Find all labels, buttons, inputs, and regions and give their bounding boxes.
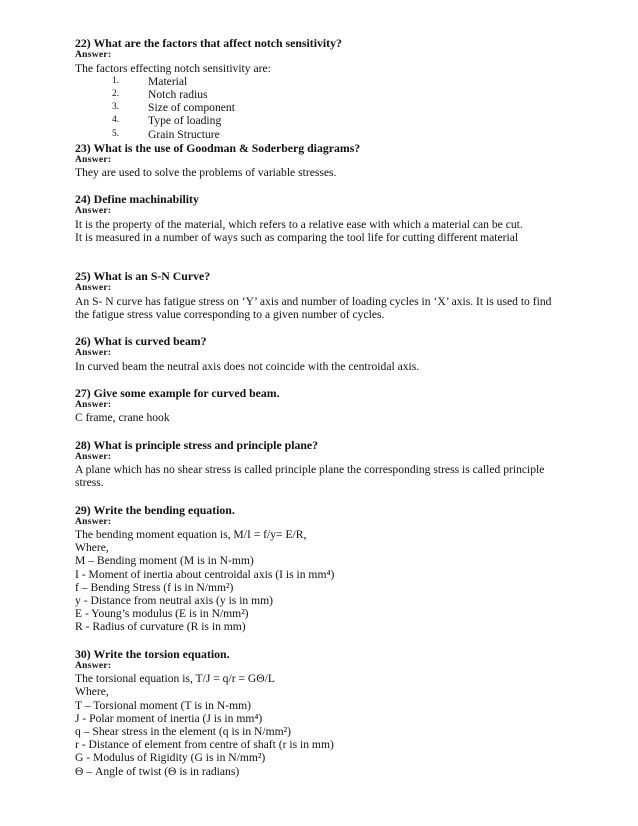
answer-label: Answer: [75,516,112,527]
answer-line: J - Polar moment of inertia (J is in mm⁴) [75,711,263,725]
question-22: 22) What are the factors that affect notch sensitivity? [75,36,342,50]
answer-label: Answer: [75,283,112,294]
answer-line: y - Distance from neutral axis (y is in mm) [75,594,274,608]
answer-text: They are used to solve the problems of variable stresses. [75,166,337,180]
answer-text: In curved beam the neutral axis does not coincide with the centroidal axis. [75,359,420,373]
list-number: 4. [112,115,120,126]
answer-line: The bending moment equation is, M/I = f/y= E/R, [75,528,307,542]
list-text: Type of loading [148,114,222,128]
answer-line: Θ – Angle of twist (Θ is in radians) [75,764,240,778]
answer-label: Answer: [75,451,112,462]
list-item [75,101,575,114]
answer-label: Answer: [75,154,112,165]
question-30: 30) Write the torsion equation. [75,646,230,661]
list-number: 1. [112,75,120,86]
answer-label: Answer: [75,660,112,671]
answer-line: T – Torsional moment (T is in N-mm) [75,698,251,712]
answer-text: C frame, crane hook [75,411,170,425]
factor-list [75,75,575,141]
question-25: 25) What is an S-N Curve? [75,269,211,284]
answer-intro: The factors effecting notch sensitivity are: [75,61,271,75]
answer-line: The torsional equation is, T/J = q/r = GΘ/L [75,672,275,686]
document-page [75,36,575,778]
answer-line: f – Bending Stress (f is in N/mm²) [75,580,234,594]
answer-line: E - Young’s modulus (E is in N/mm²) [75,607,249,621]
question-26: 26) What is curved beam? [75,334,207,349]
list-item [75,114,575,127]
answer-text: It is measured in a number of ways such as comparing the tool life for cutting different material [75,231,519,245]
list-item [75,75,575,88]
question-29: 29) Write the bending equation. [75,502,235,517]
answer-line: M – Bending moment (M is in N-mm) [75,554,254,568]
answer-line: G - Modulus of Rigidity (G is in N/mm²) [75,751,266,765]
answer-text: An S- N curve has fatigue stress on ‘Y’ axis and number of loading cycles in ‘X’ axis. It is used to find the fatigue stress value corresponding to a given number of cycles. [75,294,552,322]
answer-line: I - Moment of inertia about centroidal axis (I is in mm⁴) [75,567,335,581]
list-number: 3. [112,102,120,113]
answer-line: Where, [75,541,109,555]
list-number: 2. [112,88,120,99]
answer-line: q – Shear stress in the element (q is in N/mm²) [75,724,291,738]
list-item [75,128,575,141]
answer-label: Answer: [75,50,112,60]
answer-line: R - Radius of curvature (R is in mm) [75,620,246,634]
list-text: Material [148,74,188,88]
list-text: Size of component [148,101,235,115]
answer-label: Answer: [75,348,112,359]
question-24: 24) Define machinability [75,192,199,207]
list-text: Grain Structure [148,127,220,141]
question-27: 27) Give some example for curved beam. [75,385,280,400]
answer-line: Where, [75,685,109,699]
question-23: 23) What is the use of Goodman & Soderberg diagrams? [75,140,361,155]
question-28: 28) What is principle stress and principle plane? [75,437,319,452]
answer-text: A plane which has no shear stress is called principle plane the corresponding stress is called principle stress. [75,463,545,490]
answer-line: r - Distance of element from centre of shaft (r is in mm) [75,738,334,752]
list-text: Notch radius [148,87,208,101]
list-number: 5. [112,128,120,139]
list-item [75,88,575,101]
answer-label: Answer: [75,206,112,217]
answer-text: It is the property of the material, which refers to a relative ease with which a material can be cut. [75,217,523,231]
answer-label: Answer: [75,399,112,410]
